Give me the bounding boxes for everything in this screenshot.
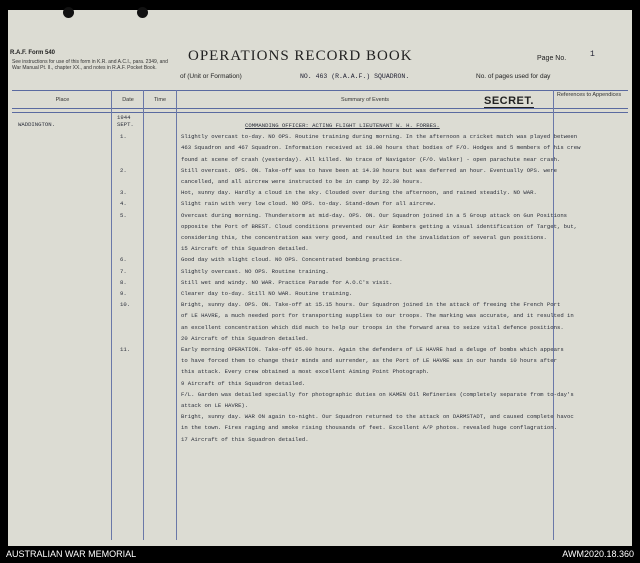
entry-date: 5. <box>120 211 127 219</box>
entry-line: Bright, sunny day. WAR ON again to-night. Our Squadron returned to the attack on DARMSTADT, and caused complete havoc <box>181 413 574 421</box>
form-instructions: See instructions for use of this form in K.R. and A.C.I., para. 2349, and War Manual Pt. II., chapter XX., and notes in R.A.F. Pocket Book. <box>12 59 168 71</box>
entry-date: 8. <box>120 278 127 286</box>
entry-line: Slightly overcast to-day. NO OPS. Routine training during morning. In the afternoon a cricket match was played between <box>181 133 578 141</box>
entry-line: Hot, sunny day. Hardly a cloud in the sky. Clouded over during the afternoon, and rained steadily. NO WAR. <box>181 189 537 197</box>
binder-hole <box>137 7 148 18</box>
entry-line: of LE HAVRE, a much needed port for transporting supplies to our troops. The marking was accurate, and it resulted in <box>181 312 574 320</box>
header-rule <box>12 112 628 113</box>
entry-line: Still overcast. OPS. ON. Take-off was to have been at 14.30 hours but was deferred an hour. Eventually OPS. were <box>181 166 557 174</box>
binder-hole <box>63 7 74 18</box>
summary-header: Summary of Events <box>341 97 389 103</box>
entry-date: 1. <box>120 133 127 141</box>
entry-line: Still wet and windy. NO WAR. Practice Parade for A.O.C's visit. <box>181 278 393 286</box>
footer-credit: AUSTRALIAN WAR MEMORIAL <box>6 549 137 559</box>
entry-line: in the town. Fires raging and smoke rising thousands of feet. Excellent A/P photos. revealed huge conflagration. <box>181 424 557 432</box>
entry-line: considering this, the concentration was very good, and resulted in the invalidation of several gun positions. <box>181 234 547 241</box>
entry-line: 463 Squadron and 467 Squadron. Information received at 18.00 hours that bodies of F/O. Hodges and 5 members of his crew <box>181 144 581 152</box>
month-value: SEPT. <box>117 121 134 128</box>
year-value: 1944 <box>117 114 131 121</box>
entry-date: 10. <box>120 301 131 309</box>
place-value: WADDINGTON. <box>18 121 55 128</box>
header-rule <box>12 108 628 109</box>
entry-date: 7. <box>120 267 127 275</box>
entry-line: Early morning OPERATION. Take-off 05.00 hours. Again the defenders of LE HAVRE had a deluge of bombs which appears <box>181 346 564 353</box>
unit-label: of (Unit or Formation) <box>180 73 242 80</box>
unit-value: NO. 463 (R.A.A.F.) SQUADRON. <box>300 73 410 80</box>
entry-line: Overcast during morning. Thunderstorm at mid-day. OPS. ON. Our Squadron joined in a 5 Group attack on Gun Positions <box>181 211 568 219</box>
page-number-value: 1 <box>590 50 595 59</box>
column-rule <box>111 90 112 540</box>
place-header: Place <box>55 97 70 103</box>
time-header: Time <box>153 97 167 103</box>
entry-line: Clearer day to-day. Still NO WAR. Routine training. <box>181 290 353 297</box>
entry-date: 9. <box>120 290 127 297</box>
entry-line: 15 Aircraft of this Squadron detailed. <box>181 245 309 253</box>
entry-line: attack on LE HAVRE). <box>181 402 249 409</box>
page-number-label: Page No. <box>537 55 567 62</box>
entry-date: 2. <box>120 166 127 174</box>
entry-line: Slightly overcast. NO OPS. Routine training. <box>181 267 329 275</box>
entry-line: opposite the Port of BREST. Cloud conditions prevented our Air Bombers getting a visual identification of Target, but, <box>181 222 578 230</box>
entry-line: Bright, sunny day. OPS. ON. Take-off at 15.15 hours. Our Squadron joined in the attack of freeing the French Port <box>181 301 561 309</box>
entry-line: found at scene of crash (yesterday). All killed. No trace of Navigator (F/O. Walker) - open parachute near crash. <box>181 155 561 163</box>
entry-line: Good day with slight cloud. NO OPS. Concentrated bombing practice. <box>181 256 403 264</box>
entry-line: cancelled, and all aircrew were instructed to be in camp by 22.30 hours. <box>181 178 423 185</box>
entry-line: 17 Aircraft of this Squadron detailed. <box>181 435 309 443</box>
entry-date: 3. <box>120 189 127 197</box>
page-title: OPERATIONS RECORD BOOK <box>188 48 413 64</box>
date-header: Date <box>122 97 134 103</box>
secret-stamp: SECRET. <box>484 95 534 107</box>
entry-date: 11. <box>120 346 131 353</box>
column-rule <box>176 90 177 540</box>
entry-line: 9 Aircraft of this Squadron detailed. <box>181 379 306 387</box>
entry-date: 4. <box>120 200 127 208</box>
entry-line: 20 Aircraft of this Squadron detailed. <box>181 334 309 342</box>
entry-line: to have forced them to change their minds and surrender, as the Port of LE HAVRE was in our hands 10 hours after <box>181 357 557 365</box>
entry-line: Slight rain with very low cloud. NO OPS. to-day. Stand-down for all aircrew. <box>181 200 437 208</box>
column-rule <box>143 90 144 540</box>
table-top-rule <box>12 90 628 91</box>
entry-line: an excellent concentration which did much to help our troops in the forward area to seize vital defence positions. <box>181 323 564 331</box>
footer-accession: AWM2020.18.360 <box>562 549 634 559</box>
entry-line: COMMANDING OFFICER: ACTING FLIGHT LIEUTENANT W. H. FORBES. <box>245 122 440 129</box>
pages-used-label: No. of pages used for day <box>476 73 551 80</box>
references-header: References to Appendices <box>556 92 622 98</box>
entry-line: this attack. Every crew obtained a most excellent Aiming Point Photograph. <box>181 368 430 376</box>
entry-line: F/L. Garden was detailed specially for photographic duties on KAMEN Oil Refineries (completely separate from to-day's <box>181 390 574 398</box>
entry-date: 6. <box>120 256 127 264</box>
form-name: R.A.F. Form 540 <box>10 50 56 56</box>
